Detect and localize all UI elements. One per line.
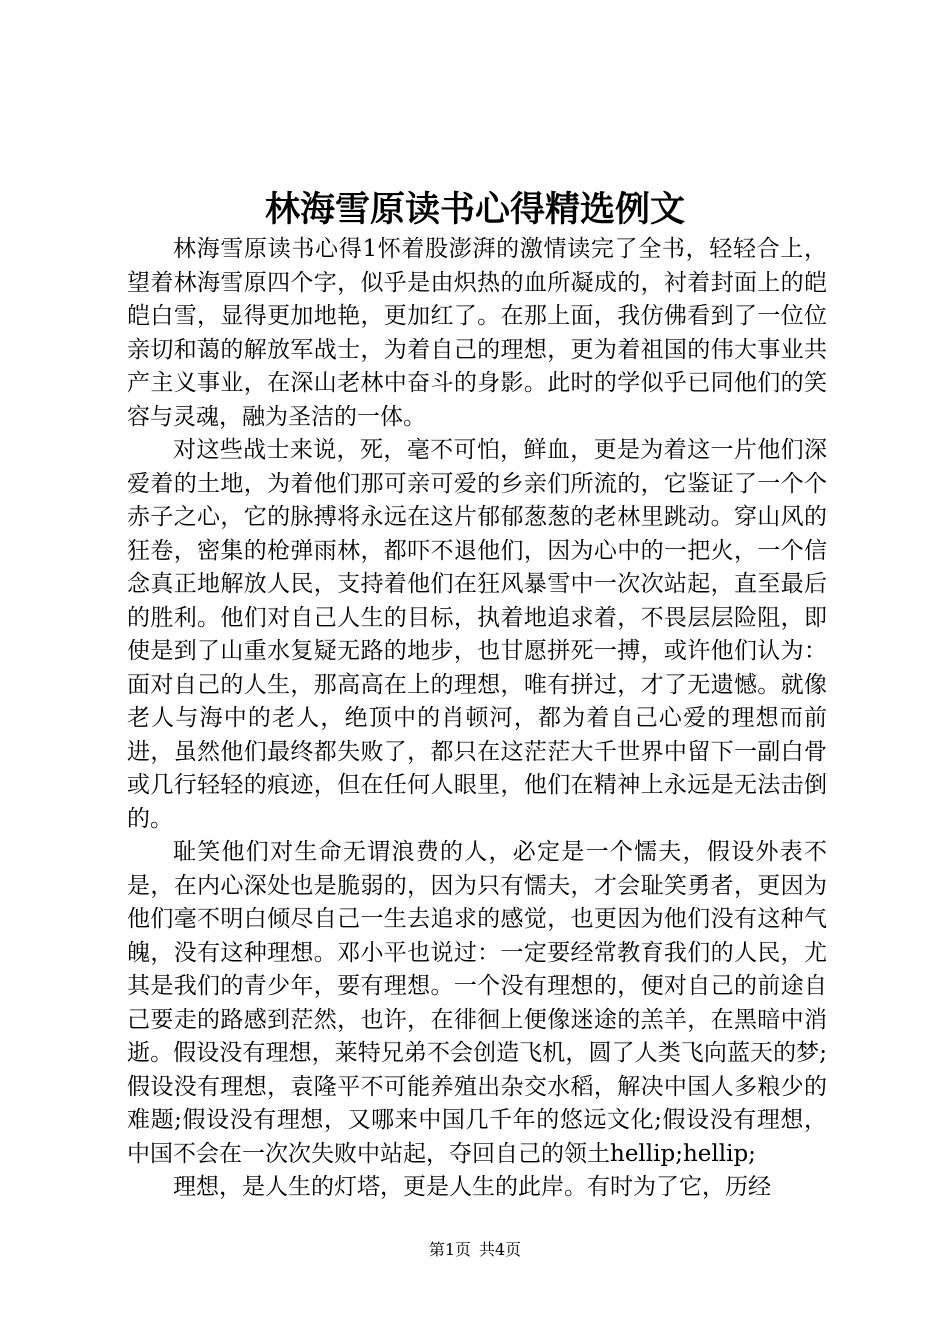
- paragraph: 理想，是人生的灯塔，更是人生的此岸。有时为了它，历经: [173, 1174, 771, 1200]
- page-total: 共4页: [479, 1240, 522, 1259]
- paragraph: 对这些战士来说，死，毫不可怕，鲜血，更是为着这一片他们深爱着的土地，为着他们那可亲可爱的乡亲们所流的，它鉴证了一个个赤子之心，它的脉搏将永远在这片郁郁葱葱的老林里跳动。穿山风的狂卷，密集的枪弹雨林，都吓不退他们，因为心中的一把火，一个信念真正地解放人民，支持着他们在狂风暴雪中一次次站起，直至最后的胜利。他们对自己人生的目标，执着地追求着，不畏层层险阻，即使是到了山重水复疑无路的地步，也甘愿拼死一搏，或许他们认为：面对自己的人生，那高高在上的理想，唯有拼过，才了无遗憾。就像老人与海中的老人，绝顶中的肖顿河，都为着自己心爱的理想而前进，虽然他们最终都失败了，都只在这茫茫大千世界中留下一副白骨或几行轻轻的痕迹，但在任何人眼里，他们在精神上永远是无法击倒的。: [127, 437, 827, 832]
- document-body: [127, 233, 827, 1205]
- page-number: 第1页: [428, 1240, 471, 1259]
- page-footer: [0, 1238, 950, 1262]
- paragraph: 耻笑他们对生命无谓浪费的人，必定是一个懦夫，假设外表不是，在内心深处也是脆弱的，因为只有懦夫，才会耻笑勇者，更因为他们毫不明白倾尽自己一生去追求的感觉，也更因为他们没有这种气魄，没有这种理想。邓小平也说过：一定要经常教育我们的人民，尤其是我们的青少年，要有理想。一个没有理想的，便对自己的前途自己要走的路感到茫然，也许，在徘徊上便像迷途的羔羊，在黑暗中消逝。假设没有理想，莱特兄弟不会创造飞机，圆了人类飞向蓝天的梦;假设没有理想，袁隆平不可能养殖出杂交水稻，解决中国人多粮少的难题;假设没有理想，又哪来中国几千年的悠远文化;假设没有理想，中国不会在一次次失败中站起，夺回自己的领土hellip;hellip;: [127, 839, 827, 1167]
- paragraph: 林海雪原读书心得1怀着股澎湃的激情读完了全书，轻轻合上，望着林海雪原四个字，似乎是由炽热的血所凝成的，衬着封面上的皑皑白雪，显得更加地艳，更加红了。在那上面，我仿佛看到了一位位亲切和蔼的解放军战士，为着自己的理想，更为着祖国的伟大事业共产主义事业，在深山老林中奋斗的身影。此时的学似乎已同他们的笑容与灵魂，融为圣洁的一体。: [127, 236, 827, 430]
- document-title: 林海雪原读书心得精选例文: [264, 189, 685, 230]
